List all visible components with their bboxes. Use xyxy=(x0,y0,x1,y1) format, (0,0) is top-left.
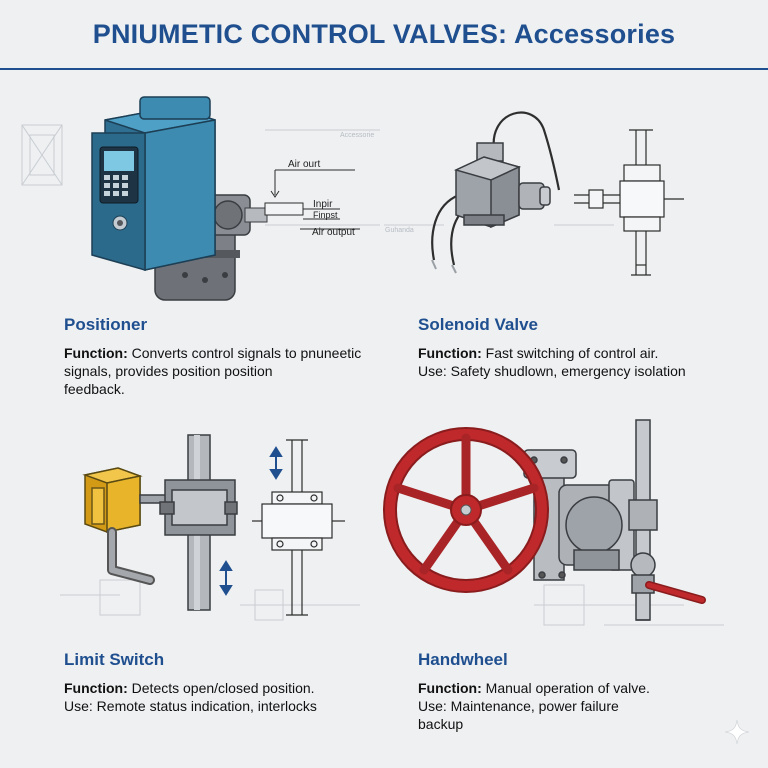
travel-arrow-icon xyxy=(221,562,231,594)
use-text: Remote status indication, interlocks xyxy=(92,698,317,714)
function-label: Function: xyxy=(418,680,482,696)
use-label: Use: xyxy=(418,363,447,379)
limit-switch-box xyxy=(85,468,140,532)
limit-switch-title: Limit Switch xyxy=(64,650,165,669)
label-input: Inpir xyxy=(313,199,333,210)
sparkle-icon xyxy=(724,719,750,750)
travel-arrow-icon-2 xyxy=(271,448,281,478)
positioner-function-line-2: signals, provides position position xyxy=(64,363,273,379)
limit-switch-bracket xyxy=(140,435,237,610)
handwheel-illustration xyxy=(384,410,768,650)
use-label: Use: xyxy=(64,698,93,714)
solenoid-function-line xyxy=(418,344,658,362)
function-text: Detects open/closed position. xyxy=(127,680,315,696)
function-text: Fast switching of control air. xyxy=(481,345,659,361)
function-label: Function: xyxy=(64,345,128,361)
positioner-housing xyxy=(92,97,215,270)
label-air-out: Air ourt xyxy=(288,159,321,170)
limit-switch-function-line xyxy=(64,679,315,697)
function-text: Manual operation of valve. xyxy=(481,680,650,696)
positioner-function-line-3: feedback. xyxy=(64,381,125,397)
solenoid-body xyxy=(456,143,550,227)
limit-switch-illustration xyxy=(0,420,384,650)
limit-switch-schematic xyxy=(252,440,345,615)
handwheel-use-line-2: backup xyxy=(418,716,464,732)
page-title: PNIUMETIC CONTROL VALVES: Accessories xyxy=(92,18,676,49)
function-text: Converts control signals to pnuneetic xyxy=(127,345,362,361)
watermark-text: Accessorie xyxy=(340,132,375,139)
use-text: Safety shudlown, emergency isolation xyxy=(446,363,686,379)
label-finpst: Finpst xyxy=(313,210,338,220)
use-label: Use: xyxy=(418,698,447,714)
handwheel-use-line xyxy=(418,697,619,715)
handwheel-function-line xyxy=(418,679,650,697)
use-text: Maintenance, power failure xyxy=(446,698,619,714)
solenoid-illustration xyxy=(384,75,768,315)
solenoid-schematic xyxy=(574,130,684,275)
label-air-output: Air output xyxy=(312,227,355,238)
watermark-text-2: Guhanda xyxy=(385,227,414,234)
solenoid-title: Solenoid Valve xyxy=(418,315,538,334)
function-label: Function: xyxy=(418,345,482,361)
header xyxy=(0,0,768,68)
positioner-function-line xyxy=(64,344,361,362)
positioner-illustration xyxy=(0,75,414,315)
handwheel-icon xyxy=(390,434,542,586)
solenoid-use-line xyxy=(418,362,686,380)
limit-switch-use-line xyxy=(64,697,317,715)
header-divider xyxy=(0,68,768,70)
positioner-title: Positioner xyxy=(64,315,148,334)
handwheel-title: Handwheel xyxy=(418,650,508,669)
function-label: Function: xyxy=(64,680,128,696)
